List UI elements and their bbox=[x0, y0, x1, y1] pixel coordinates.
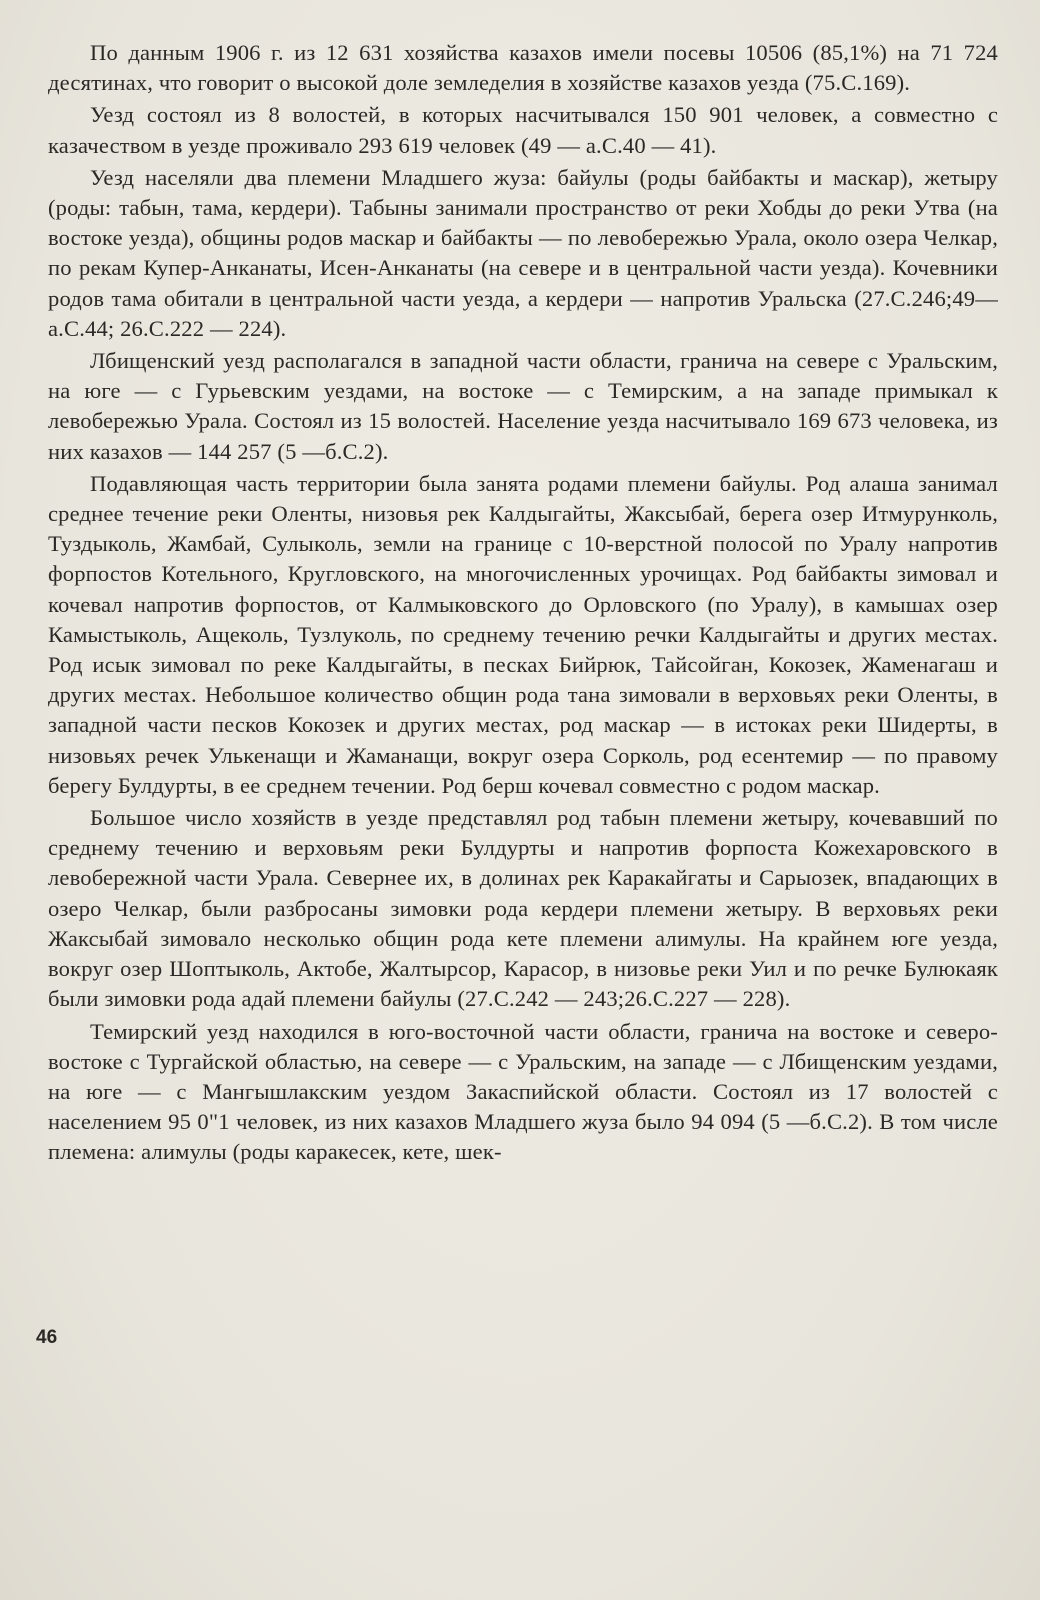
paragraph-4: Лбищенский уезд располагался в западной части области, гранича на севере с Уральским, на юге — с Гурьевским уездами, на востоке — с Темирским, а на западе примыкал к левобережью Урала. Состоял из 15 волостей. Население уезда насчитывало 169 673 человека, из них казахов — 144 257 (5 —б.С.2). bbox=[48, 348, 998, 464]
paragraph-1: По данным 1906 г. из 12 631 хозяйства казахов имели посевы 10506 (85,1%) на 71 724 десятинах, что говорит о высокой доле земледелия в хозяйстве казахов уезда (75.С.169). bbox=[48, 40, 998, 96]
paragraph-5: Подавляющая часть территории была занята родами племени байулы. Род алаша занимал среднее течение реки Оленты, низовья рек Калдыгайты, Жаксыбай, берега озер Итмурунколь, Туздыколь, Жамбай, Сулыколь, земли на границе с 10-верстной полосой по Уралу напротив форпостов Котельного, Кругловского, на многочисленных урочищах. Род байбакты зимовал и кочевал напротив форпостов, от Калмыковского до Орловского (по Уралу), в камышах озер Камыстыколь, Ащеколь, Тузлуколь, по среднему течению речки Калдыгайты и других местах. Род исык зимовал по реке Калдыгайты, в песках Бийрюк, Тайсойган, Кокозек, Жаменагаш и других местах. Небольшое количество общин рода тана зимовали в верховьях реки Оленты, в западной части песков Кокозек и других местах, род маскар — в истоках реки Шидерты, в низовьях речек Улькенащи и Жаманащи, вокруг озера Сорколь, род есентемир — по правому берегу Булдурты, в ее среднем течении. Род берш кочевал совместно с родом маскар. bbox=[48, 470, 998, 798]
paragraph-6: Большое число хозяйств в уезде представлял род табын племени жетыру, кочевавший по среднему течению и верховьям реки Булдурты и напротив форпоста Кожехаровского в левобережной части Урала. Севернее их, в долинах рек Каракайгаты и Сарыозек, впадающих в озеро Челкар, были разбросаны зимовки рода кердери племени жетыру. В верховьях реки Жаксыбай зимовало несколько общин рода кете племени алимулы. На крайнем юге уезда, вокруг озер Шоптыколь, Актобе, Жалтырсор, Карасор, в низовье реки Уил и по речке Булюкаяк были зимовки рода адай племени байулы (27.С.242 — 243;26.С.227 — 228). bbox=[48, 805, 998, 1012]
paragraph-3: Уезд населяли два племени Младшего жуза: байулы (роды байбакты и маскар), жетыру (роды: табын, тама, кердери). Табыны занимали пространство от реки Хобды до реки Утва (на востоке уезда), общины родов маскар и байбакты — по левобережью Урала, около озера Челкар, по рекам Купер-Анканаты, Исен-Анканаты (на севере и в центральной части уезда). Кочевники родов тама обитали в центральной части уезда, а кердери — напротив Уральска (27.С.246;49—а.С.44; 26.С.222 — 224). bbox=[48, 164, 998, 341]
page-number: 46 bbox=[36, 1327, 58, 1348]
body-text bbox=[48, 38, 998, 1170]
paragraph-7: Темирский уезд находился в юго-восточной части области, гранича на востоке и северо-востоке с Тургайской областью, на севере — с Уральским, на западе — с Лбищенским уездами, на юге — с Мангышлакским уездом Закаспийской области. Состоял из 17 волостей с населением 95 0"1 человек, из них казахов Младшего жуза было 94 094 (5 —б.С.2). В том числе племена: алимулы (роды каракесек, кете, шек- bbox=[48, 1018, 998, 1165]
paragraph-2: Уезд состоял из 8 волостей, в которых насчитывался 150 901 человек, а совместно с казачеством в уезде проживало 293 619 человек (49 — а.С.40 — 41). bbox=[48, 102, 998, 158]
